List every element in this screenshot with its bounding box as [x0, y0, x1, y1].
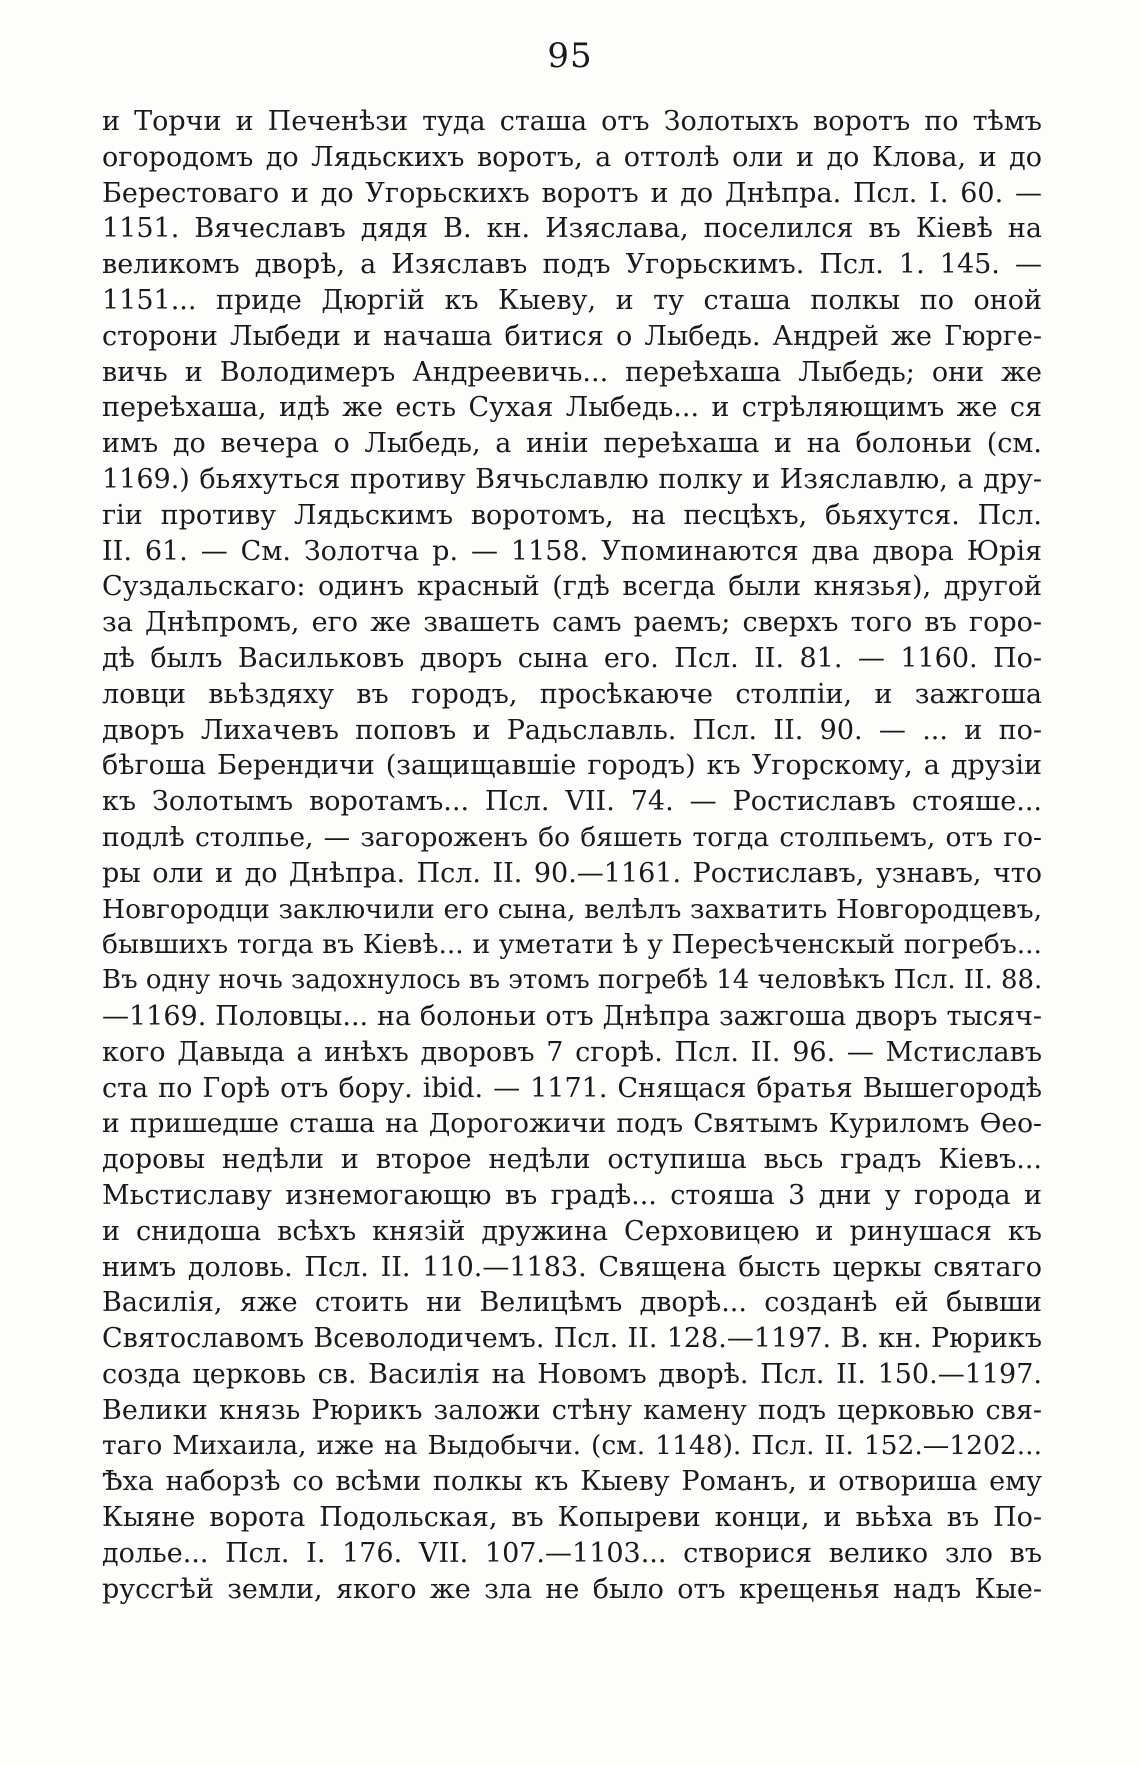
- text-line: дѣ былъ Васильковъ дворъ сына его. Псл. II. 81. — 1160. По-: [102, 642, 1042, 674]
- text-line: руссгѣй земли, якого же зла не было отъ крещенья надъ Кые-: [102, 1573, 1042, 1605]
- text-line: Въ одну ночь задохнулось въ этомъ погребѣ 14 человѣкъ Псл. II. 88.: [102, 965, 1042, 996]
- page-number: 95: [547, 36, 593, 76]
- text-line: Берестоваго и до Угорьскихъ воротъ и до Днѣпра. Псл. I. 60. —: [102, 177, 1042, 209]
- text-line: II. 61. — См. Золотча р. — 1158. Упоминаются два двора Юрія: [102, 535, 1042, 567]
- text-line: таго Михаила, иже на Выдобычи. (см. 1148). Псл. II. 152.—1202...: [102, 1430, 1042, 1462]
- text-line: и пришедше сташа на Дорогожичи подъ Святымъ Куриломъ Ѳео-: [102, 1108, 1042, 1140]
- text-line: нимъ доловь. Псл. II. 110.—1183. Священа бысть церкы святаго: [102, 1251, 1042, 1283]
- text-line: долье... Псл. I. 176. VII. 107.—1103... створися велико зло въ: [102, 1537, 1042, 1569]
- text-line: къ Золотымъ воротамъ... Псл. VII. 74. — Ростиславъ стояше...: [102, 786, 1042, 818]
- text-line: Новгородци заключили его сына, велѣлъ захватить Новгородцевъ,: [102, 893, 1042, 925]
- text-line: Святославомъ Всеволодичемъ. Псл. II. 128.—1197. В. кн. Рюрикъ: [102, 1323, 1042, 1355]
- text-line: Василія, яже стоить ни Велицѣмъ дворѣ... созданѣ ей бывши: [102, 1287, 1042, 1319]
- text-line: доровы недѣли и второе недѣли оступиша вьсь градъ Кіевъ...: [102, 1144, 1042, 1176]
- text-line: Мьстиславу изнемогающю въ градѣ... стояша 3 дни у города и: [102, 1179, 1042, 1211]
- text-line: бѣгоша Берендичи (защищавшіе городъ) къ Угорскому, а друзіи: [102, 750, 1042, 782]
- text-line: подлѣ столпье, — загороженъ бо бяшеть тогда столпьемъ, отъ го-: [102, 821, 1042, 853]
- text-line: огородомъ до Лядьскихъ воротъ, а оттолѣ оли и до Клова, и до: [102, 141, 1042, 173]
- text-line: гіи противу Лядьскимъ воротомъ, на песцѣхъ, бьяхутся. Псл.: [102, 499, 1042, 531]
- text-line: за Днѣпромъ, его же звашеть самъ раемъ; сверхъ того въ горо-: [102, 607, 1042, 639]
- body-text: [102, 104, 1042, 1607]
- text-line: кого Давыда а инѣхъ дворовъ 7 сгорѣ. Псл. II. 96. — Мстиславъ: [102, 1036, 1042, 1068]
- text-line: 1151. Вячеславъ дядя В. кн. Изяслава, поселился въ Кіевѣ на: [102, 213, 1042, 245]
- text-line: ры оли и до Днѣпра. Псл. II. 90.—1161. Ростиславъ, узнавъ, что: [102, 857, 1042, 889]
- text-line: 1151... приде Дюргій къ Кыеву, и ту сташа полкы по оной: [102, 284, 1042, 316]
- text-line: Суздальскаго: одинъ красный (гдѣ всегда были князья), другой: [102, 571, 1042, 603]
- text-line: созда церковь св. Василія на Новомъ дворѣ. Псл. II. 150.—1197.: [102, 1358, 1042, 1390]
- text-line: вичь и Володимеръ Андреевичь... переѣхаша Лыбедь; они же: [102, 356, 1042, 388]
- text-line: дворъ Лихачевъ поповъ и Радьславль. Псл. II. 90. — ... и по-: [102, 714, 1042, 746]
- text-line: ста по Горѣ отъ бору. ibid. — 1171. Снящася братья Вышегородѣ: [102, 1072, 1042, 1104]
- text-line: имъ до вечера о Лыбедь, а иніи переѣхаша и на болоньи (см.: [102, 428, 1042, 460]
- text-line: бывшихъ тогда въ Кіевѣ... и уметати ѣ у Пересѣченскый погребъ...: [102, 929, 1042, 961]
- text-line: Велики князь Рюрикъ заложи стѣну камену подъ церковью свя-: [102, 1394, 1042, 1426]
- text-line: и снидоша всѣхъ князій дружина Серховицею и ринушася къ: [102, 1215, 1042, 1247]
- text-line: переѣхаша, идѣ же есть Сухая Лыбедь... и стрѣляющимъ же ся: [102, 392, 1042, 424]
- text-line: ловци вьѣздяху въ городъ, просѣкаюче столпіи, и зажгоша: [102, 678, 1042, 710]
- text-line: сторони Лыбеди и начаша битися о Лыбедь. Андрей же Гюрге-: [102, 320, 1042, 352]
- text-line: 1169.) бьяхуться противу Вячьславлю полку и Изяславлю, а дру-: [102, 463, 1042, 495]
- text-line: великомъ дворѣ, а Изяславъ подъ Угорьскимъ. Псл. 1. 145. —: [102, 249, 1042, 281]
- text-line: Кыяне ворота Подольская, въ Копыреви конци, и вьѣха въ По-: [102, 1502, 1042, 1534]
- text-line: —1169. Половцы... на болоньи отъ Днѣпра зажгоша дворъ тысяч-: [102, 1000, 1042, 1032]
- text-line: и Торчи и Печенѣзи туда сташа отъ Золотыхъ воротъ по тѣмъ: [102, 106, 1042, 137]
- text-line: Ѣха наборзѣ со всѣми полкы къ Кыеву Романъ, и отвориша ему: [102, 1466, 1042, 1498]
